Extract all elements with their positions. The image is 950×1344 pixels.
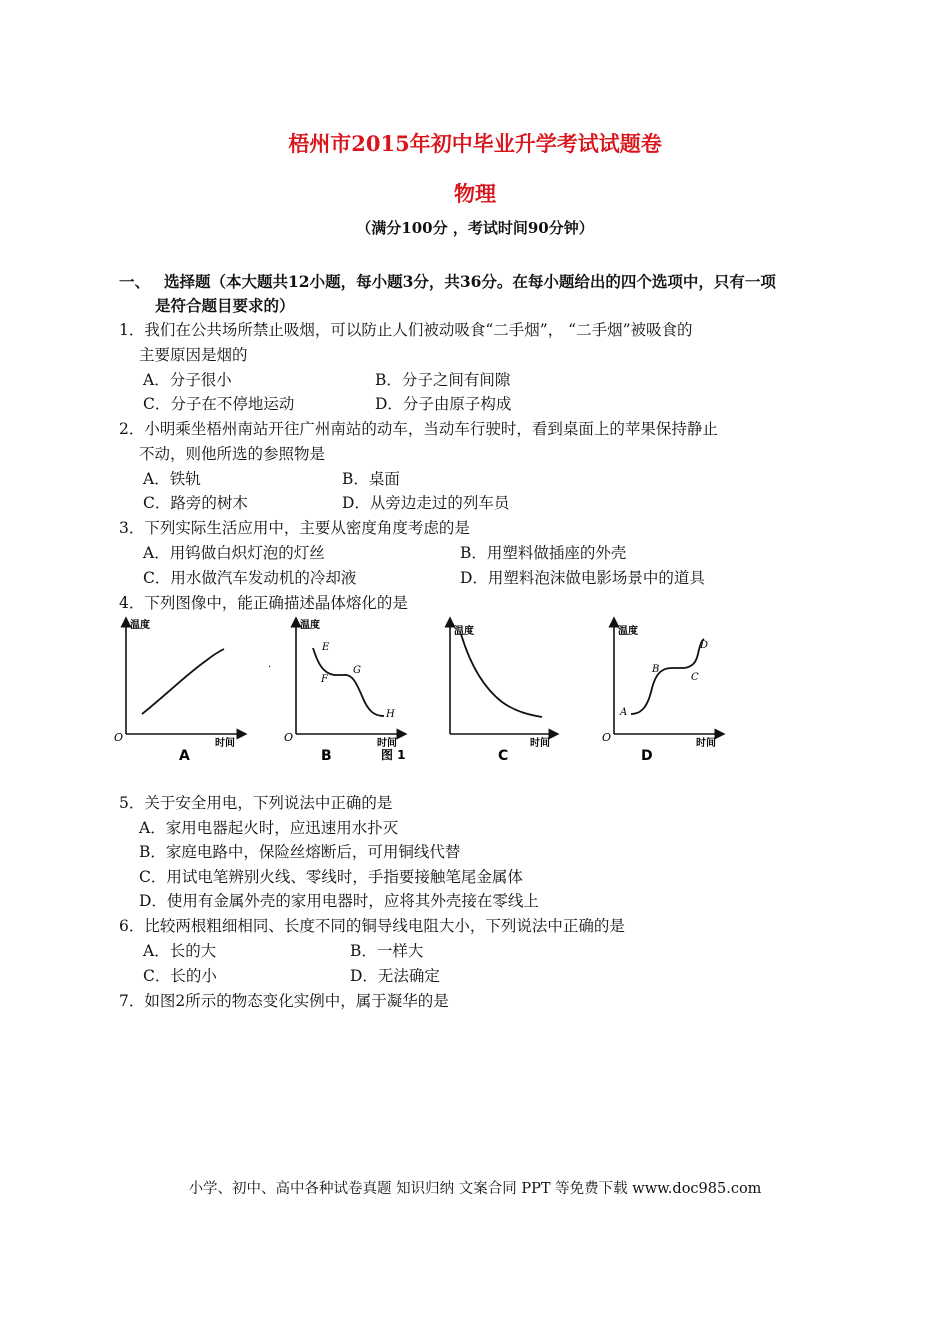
graph-d-point-b: B [652, 664, 660, 675]
question-1-option-a: A．分子很小 [143, 371, 232, 389]
graph-b-point-h: H [386, 709, 395, 720]
question-5-option-c: C．用试电笔辨别火线、零线时，手指要接触笔尾金属体 [139, 868, 523, 886]
graph-d-label: D [641, 748, 653, 764]
section-number: 一、 [119, 272, 151, 291]
question-6-option-a: A．长的大 [143, 942, 217, 960]
question-1-stem-cont: 主要原因是烟的 [139, 346, 248, 364]
question-2-stem-cont: 不动，则他所选的参照物是 [139, 445, 326, 463]
subject-title: 物理 [454, 181, 496, 206]
graph-b-origin: O [284, 731, 294, 744]
question-6-option-d: D．无法确定 [350, 967, 440, 985]
graph-d-point-a: A [620, 707, 628, 718]
graph-d-point-d: D [700, 640, 709, 651]
graph-a-curve [142, 649, 224, 714]
question-3-option-a: A．用钨做白炽灯泡的灯丝 [143, 544, 325, 562]
graph-b-xlabel: 时间 [377, 738, 397, 749]
graph-a [114, 618, 242, 764]
graph-a-origin: O [114, 731, 124, 744]
graph-d-point-c: C [691, 672, 699, 683]
graph-b-point-g: G [353, 665, 361, 676]
question-7-stem: 7．如图2所示的物态变化实例中，属于凝华的是 [119, 992, 449, 1010]
question-5-option-a: A．家用电器起火时，应迅速用水扑灭 [139, 819, 399, 837]
question-3-option-d: D．用塑料泡沫做电影场景中的道具 [460, 569, 705, 587]
question-5-option-b: B．家庭电路中，保险丝熔断后，可用铜线代替 [139, 843, 461, 861]
question-6-stem: 6．比较两根粗细相同、长度不同的铜导线电阻大小，下列说法中正确的是 [119, 917, 625, 935]
question-2-option-d: D．从旁边走过的列车员 [342, 494, 510, 512]
question-5-option-d: D．使用有金属外壳的家用电器时，应将其外壳接在零线上 [139, 892, 539, 910]
question-1-option-c: C．分子在不停地运动 [143, 395, 295, 413]
page-footer: 小学、初中、高中各种试卷真题 知识归纳 文案合同 PPT 等免费下载 www.doc985.com [188, 1181, 762, 1197]
graph-d-origin: O [602, 731, 612, 744]
graph-b-ylabel: 温度 [300, 620, 320, 631]
question-1-option-d: D．分子由原子构成 [375, 395, 512, 413]
question-2-option-a: A．铁轨 [143, 470, 201, 488]
question-2-option-c: C．路旁的树木 [143, 494, 248, 512]
graph-b [284, 618, 406, 764]
graph-b-point-e: E [322, 642, 330, 653]
graph-d-ylabel: 温度 [618, 626, 638, 637]
graph-c-label: C [498, 748, 509, 764]
graph-c-xlabel: 时间 [530, 738, 550, 749]
graph-a-ylabel: 温度 [130, 620, 150, 631]
section-instructions-line2: 是符合题目要求的） [155, 296, 295, 315]
stray-dot: · [268, 662, 272, 673]
graph-d-xlabel: 时间 [696, 738, 716, 749]
graph-d [602, 622, 720, 764]
question-6-option-c: C．长的小 [143, 967, 217, 985]
question-1-stem: 1．我们在公共场所禁止吸烟，可以防止人们被动吸食“二手烟”， “二手烟”被吸食的 [119, 321, 693, 339]
graph-c [450, 622, 554, 764]
graph-b-label: B [321, 748, 332, 764]
question-2-option-b: B．桌面 [342, 470, 400, 488]
figure-1-svg [112, 616, 732, 766]
question-4-stem: 4．下列图像中，能正确描述晶体熔化的是 [119, 594, 408, 612]
exam-info: （满分100分 ，考试时间90分钟） [356, 219, 594, 237]
question-5-stem: 5．关于安全用电，下列说法中正确的是 [119, 794, 393, 812]
graph-a-label: A [179, 748, 190, 764]
figure-1-caption: 图 1 [381, 748, 406, 762]
question-6-option-b: B．一样大 [350, 942, 424, 960]
graph-c-ylabel: 温度 [454, 626, 474, 637]
exam-title: 梧州市2015年初中毕业升学考试试题卷 [288, 131, 662, 156]
graph-c-curve [461, 634, 542, 717]
section-instructions-line1: 选择题（本大题共12小题，每小题3分，共36分。在每小题给出的四个选项中，只有一项 [164, 272, 776, 291]
graph-a-xlabel: 时间 [215, 738, 235, 749]
question-3-option-b: B．用塑料做插座的外壳 [460, 544, 627, 562]
question-2-stem: 2．小明乘坐梧州南站开往广州南站的动车，当动车行驶时，看到桌面上的苹果保持静止 [119, 420, 718, 438]
graph-b-point-f: F [321, 674, 328, 685]
question-3-option-c: C．用水做汽车发动机的冷却液 [143, 569, 357, 587]
question-3-stem: 3．下列实际生活应用中，主要从密度角度考虑的是 [119, 519, 470, 537]
figure-1 [112, 616, 732, 766]
question-1-option-b: B．分子之间有间隙 [375, 371, 511, 389]
